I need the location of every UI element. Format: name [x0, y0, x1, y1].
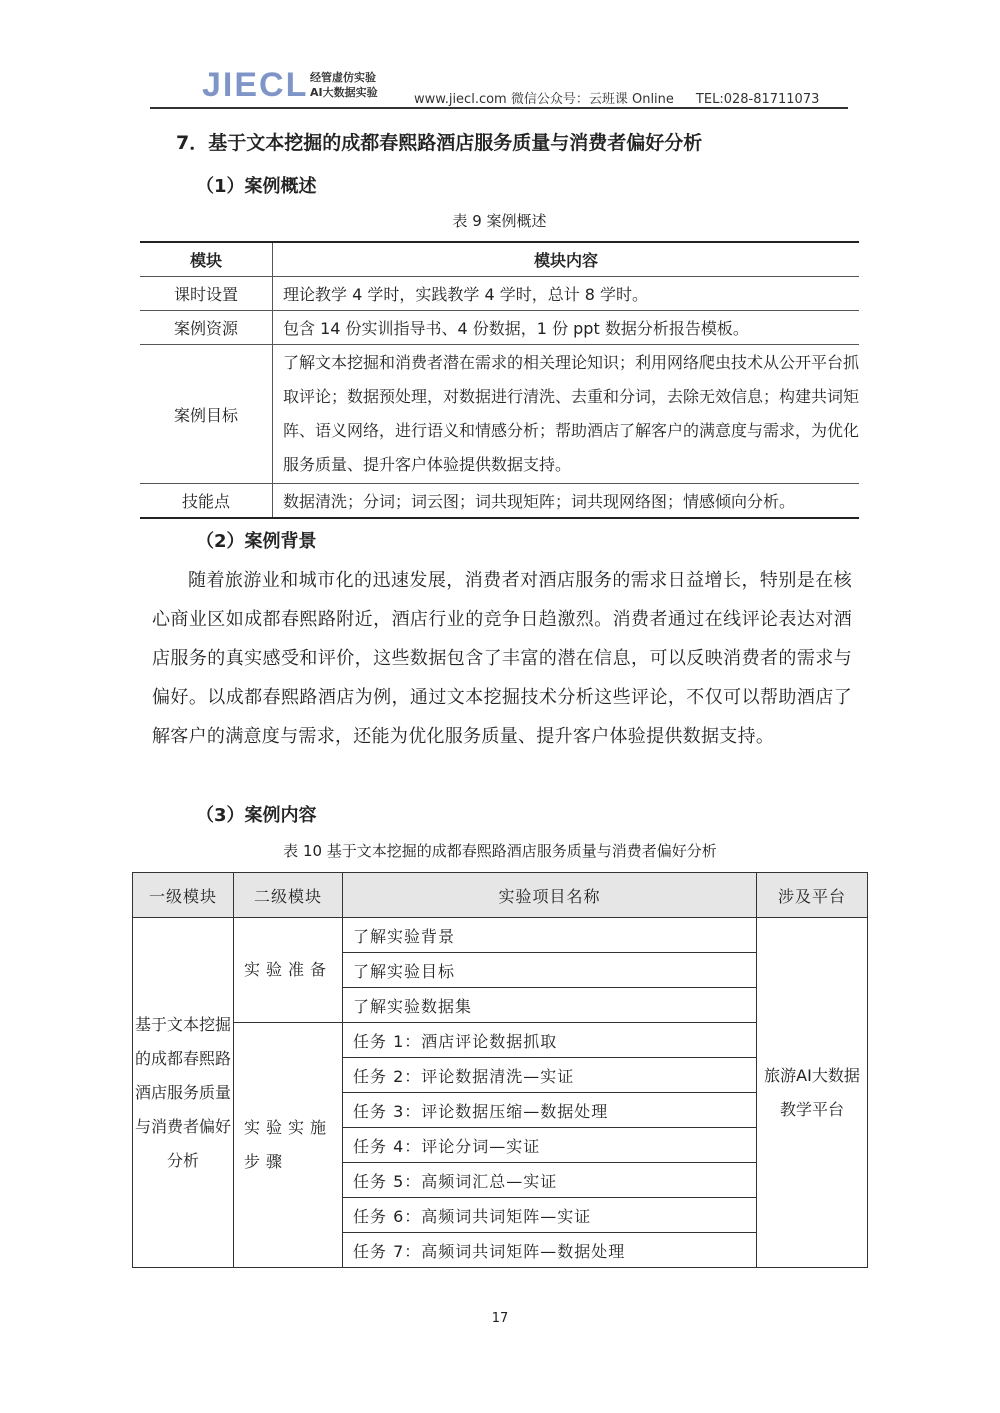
- task-cell: 任务 5：高频词汇总—实证: [343, 1163, 757, 1198]
- task-cell: 任务 6：高频词共词矩阵—实证: [343, 1198, 757, 1233]
- logo-subtitle: [310, 70, 378, 100]
- table10-caption: 表 10 基于文本挖掘的成都春熙路酒店服务质量与消费者偏好分析: [283, 842, 717, 860]
- table9-caption: 表 9 案例概述: [452, 212, 547, 230]
- table-case-content: [132, 872, 868, 1268]
- level2-module-prep: 实验准备: [234, 918, 343, 1023]
- header-tel: TEL:028-81711073: [695, 92, 820, 107]
- col-header-project: 实验项目名称: [343, 873, 757, 918]
- table-header-row: [133, 873, 868, 918]
- heading-case-background: （2）案例背景: [196, 531, 317, 552]
- table-row: [140, 484, 859, 518]
- heading-case-content: （3）案例内容: [196, 805, 317, 826]
- row-content: 数据清洗；分词；词云图；词共现矩阵；词共现网络图；情感倾向分析。: [273, 484, 860, 518]
- logo-subtitle-line2: AI大数据实验: [310, 86, 378, 99]
- col-header-level2: 二级模块: [234, 873, 343, 918]
- logo: JIECL: [202, 66, 309, 104]
- section-title: 7．基于文本挖掘的成都春熙路酒店服务质量与消费者偏好分析: [176, 132, 703, 154]
- table-row: [140, 311, 859, 345]
- header-contact: [414, 88, 819, 107]
- task-cell: 任务 1：酒店评论数据抓取: [343, 1023, 757, 1058]
- level1-module: 基于文本挖掘的成都春熙路酒店服务质量与消费者偏好分析: [133, 918, 234, 1268]
- task-cell: 了解实验数据集: [343, 988, 757, 1023]
- heading-case-overview: （1）案例概述: [196, 176, 317, 197]
- row-module: 案例资源: [140, 311, 273, 345]
- header-rule: [150, 107, 848, 109]
- row-module: 课时设置: [140, 277, 273, 311]
- task-cell: 了解实验背景: [343, 918, 757, 953]
- level2-module-impl: 实验实施步骤: [234, 1023, 343, 1268]
- table-header-row: [140, 242, 859, 277]
- col-header-content: 模块内容: [273, 242, 860, 277]
- task-cell: 任务 4：评论分词—实证: [343, 1128, 757, 1163]
- background-paragraph: 随着旅游业和城市化的迅速发展，消费者对酒店服务的需求日益增长，特别是在核心商业区如成都春熙路附近，酒店行业的竞争日趋激烈。消费者通过在线评论表达对酒店服务的真实感受和评价，这些数据包含了丰富的潜在信息，可以反映消费者的需求与偏好。以成都春熙路酒店为例，通过文本挖掘技术分析这些评论，不仅可以帮助酒店了解客户的满意度与需求，还能为优化服务质量、提升客户体验提供数据支持。: [152, 570, 852, 747]
- page-header: [150, 62, 848, 108]
- row-content: 包含 14 份实训指导书、4 份数据，1 份 ppt 数据分析报告模板。: [273, 311, 860, 345]
- page-number: 17: [491, 1311, 509, 1326]
- row-module: 案例目标: [140, 345, 273, 484]
- row-content: 了解文本挖掘和消费者潜在需求的相关理论知识；利用网络爬虫技术从公开平台抓取评论；数据预处理，对数据进行清洗、去重和分词，去除无效信息；构建共词矩阵、语义网络，进行语义和情感分析；帮助酒店了解客户的满意度与需求，为优化服务质量、提升客户体验提供数据支持。: [273, 345, 860, 484]
- task-cell: 了解实验目标: [343, 953, 757, 988]
- platform-cell: 旅游AI大数据教学平台: [757, 918, 868, 1268]
- table-row: [140, 277, 859, 311]
- task-cell: 任务 3：评论数据压缩—数据处理: [343, 1093, 757, 1128]
- table-row: [140, 345, 859, 484]
- table-case-overview: [140, 241, 859, 519]
- col-header-level1: 一级模块: [133, 873, 234, 918]
- logo-subtitle-line1: 经管虚仿实验: [310, 71, 376, 84]
- table-row: [133, 918, 868, 953]
- task-cell: 任务 7：高频词共词矩阵—数据处理: [343, 1233, 757, 1268]
- task-cell: 任务 2：评论数据清洗—实证: [343, 1058, 757, 1093]
- row-content: 理论教学 4 学时，实践教学 4 学时，总计 8 学时。: [273, 277, 860, 311]
- col-header-platform: 涉及平台: [757, 873, 868, 918]
- col-header-module: 模块: [140, 242, 273, 277]
- header-website-wechat: www.jiecl.com 微信公众号：云班课 Online: [414, 92, 674, 107]
- row-module: 技能点: [140, 484, 273, 518]
